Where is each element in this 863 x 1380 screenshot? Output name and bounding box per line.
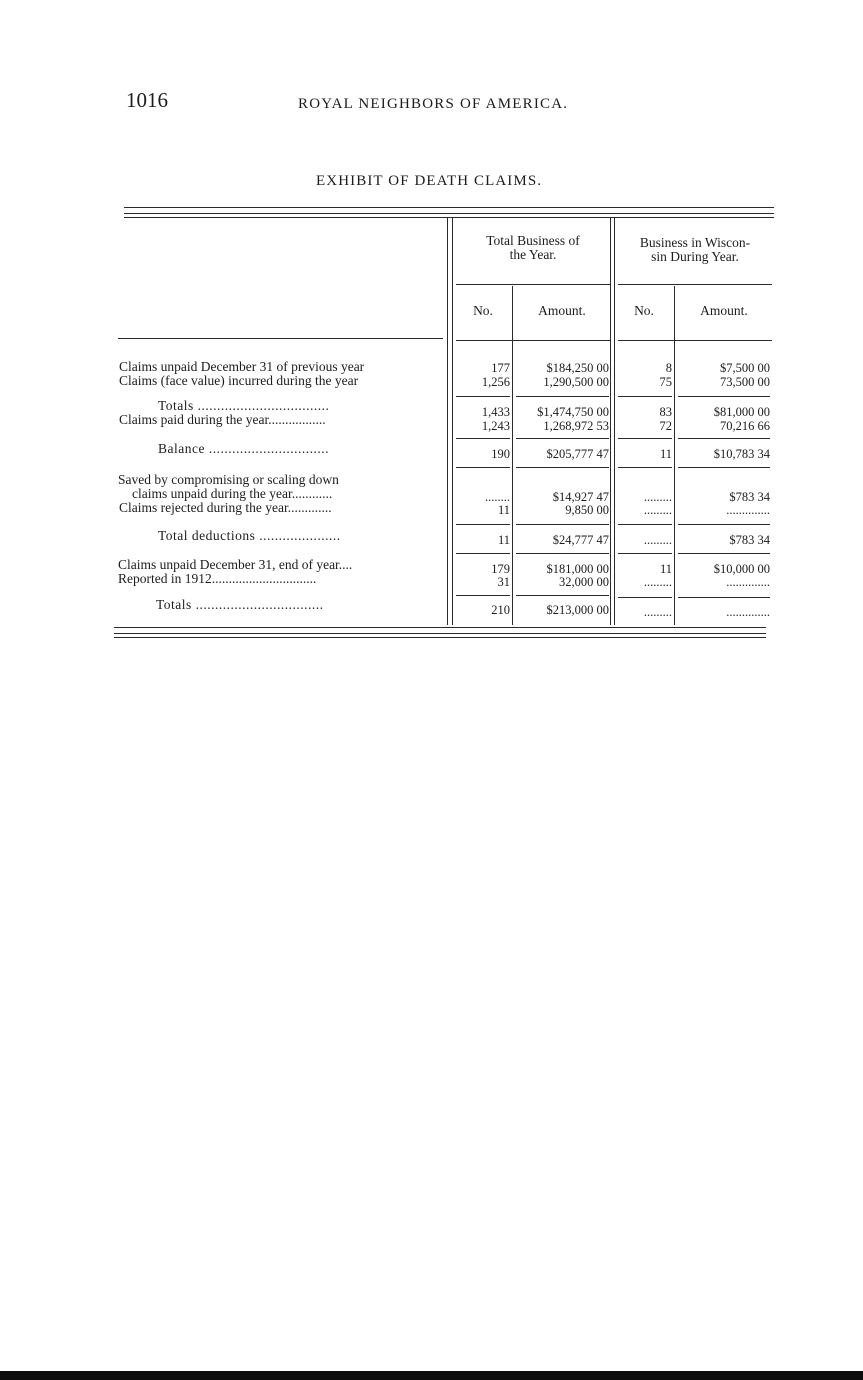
col-header-no: No. (634, 303, 654, 318)
col-header-amount: Amount. (538, 303, 586, 318)
subtotal-rule (456, 396, 510, 397)
group-header-line: Business in Wiscon- (639, 235, 751, 250)
section-rule (456, 553, 510, 554)
subtotal-rule (516, 524, 609, 525)
subtotal-rule (678, 597, 770, 598)
section-rule (516, 467, 609, 468)
cell-no: ........ (485, 490, 510, 504)
section-rule (678, 553, 770, 554)
cell-amount: .............. (726, 575, 770, 589)
cell-amount: 1,290,500 00 (543, 375, 609, 389)
cell-no: 210 (491, 603, 510, 617)
row-label: Claims unpaid December 31, end of year.... (118, 557, 353, 572)
header-rule (456, 340, 610, 341)
row-label: Claims (face value) incurred during the year (119, 373, 359, 388)
column-divider (614, 218, 615, 625)
subtotal-rule (618, 524, 672, 525)
row-label: Saved by compromising or scaling down (118, 472, 339, 487)
subtotal-rule (516, 396, 609, 397)
cell-amount: $7,500 00 (720, 361, 770, 375)
cell-no: 11 (659, 447, 672, 461)
row-label: Claims paid during the year................. (119, 412, 326, 427)
cell-amount: 9,850 00 (565, 503, 609, 517)
section-rule (456, 467, 510, 468)
subtotal-rule (618, 396, 672, 397)
cell-amount: $181,000 00 (546, 562, 609, 576)
group-header-line: Total Business of (486, 233, 580, 248)
cell-amount: $184,250 00 (546, 361, 609, 375)
column-divider (447, 218, 448, 625)
table-bottom-rule (114, 627, 766, 628)
table-top-rule (124, 217, 774, 218)
table-bottom-rule (114, 637, 766, 638)
cell-no: 75 (659, 375, 672, 389)
header-rule (118, 338, 443, 339)
subtotal-rule (618, 597, 672, 598)
cell-no: 11 (497, 533, 510, 547)
cell-amount: .............. (726, 605, 770, 619)
subtotal-rule (678, 396, 770, 397)
cell-no: 1,433 (481, 405, 510, 419)
subtotal-rule (678, 438, 770, 439)
header-rule (618, 284, 772, 285)
cell-amount: $783 34 (729, 490, 770, 504)
section-rule (618, 553, 672, 554)
exhibit-title: EXHIBIT OF DEATH CLAIMS. (316, 173, 543, 189)
section-rule (618, 467, 672, 468)
cell-no: 8 (665, 361, 672, 375)
table-top-rule (124, 213, 774, 214)
subtotal-rule (678, 524, 770, 525)
cell-no: ......... (643, 605, 672, 619)
cell-no: 177 (491, 361, 510, 375)
cell-no: 83 (659, 405, 672, 419)
group-header-total (458, 234, 608, 262)
cell-amount: $205,777 47 (546, 447, 609, 461)
cell-no: ......... (643, 575, 672, 589)
col-header-no: No. (473, 303, 493, 318)
cell-no: ......... (643, 490, 672, 504)
subtotal-rule (516, 595, 609, 596)
row-label: Claims rejected during the year............. (119, 500, 332, 515)
cell-amount: $10,000 00 (713, 562, 770, 576)
cell-amount: 32,000 00 (559, 575, 609, 589)
cell-no: ......... (643, 533, 672, 547)
column-divider (452, 218, 453, 625)
cell-no: 11 (659, 562, 672, 576)
column-divider (674, 286, 675, 625)
header-rule (618, 340, 772, 341)
cell-amount: $10,783 34 (713, 447, 770, 461)
cell-amount: .............. (726, 503, 770, 517)
cell-amount: $81,000 00 (713, 405, 770, 419)
row-label: Totals .................................. (158, 398, 330, 413)
cell-amount: 1,268,972 53 (543, 419, 609, 433)
row-label: Balance ............................... (158, 441, 329, 456)
cell-amount: 70,216 66 (720, 419, 770, 433)
cell-amount: $1,474,750 00 (537, 405, 609, 419)
cell-no: ......... (643, 503, 672, 517)
section-rule (516, 553, 609, 554)
header-rule (456, 284, 610, 285)
cell-no: 179 (491, 562, 510, 576)
section-rule (678, 467, 770, 468)
cell-no: 31 (497, 575, 510, 589)
column-divider (610, 218, 611, 625)
table-top-rule (124, 207, 774, 208)
cell-no: 11 (497, 503, 510, 517)
cell-no: 1,256 (481, 375, 510, 389)
row-label: claims unpaid during the year............ (132, 486, 333, 501)
subtotal-rule (456, 524, 510, 525)
group-header-line: the Year. (509, 247, 557, 262)
page-number: 1016 (126, 88, 168, 112)
cell-amount: $213,000 00 (546, 603, 609, 617)
row-label: Totals ................................. (156, 597, 324, 612)
cell-no: 72 (659, 419, 672, 433)
group-header-line: sin During Year. (651, 249, 739, 264)
row-label: Reported in 1912............................... (118, 571, 317, 586)
subtotal-rule (516, 438, 609, 439)
subtotal-rule (456, 595, 510, 596)
row-label: Claims unpaid December 31 of previous year (119, 359, 365, 374)
cell-no: 190 (491, 447, 510, 461)
scan-border (0, 1371, 863, 1380)
cell-amount: 73,500 00 (720, 375, 770, 389)
column-divider (512, 286, 513, 625)
subtotal-rule (618, 438, 672, 439)
running-head: ROYAL NEIGHBORS OF AMERICA. (298, 96, 569, 112)
group-header-wisconsin (620, 236, 770, 264)
row-label: Total deductions ..................... (158, 528, 341, 543)
cell-amount: $783 34 (729, 533, 770, 547)
cell-amount: $24,777 47 (552, 533, 609, 547)
table-bottom-rule (114, 633, 766, 634)
cell-amount: $14,927 47 (552, 490, 609, 504)
cell-no: 1,243 (481, 419, 510, 433)
col-header-amount: Amount. (700, 303, 748, 318)
subtotal-rule (456, 438, 510, 439)
